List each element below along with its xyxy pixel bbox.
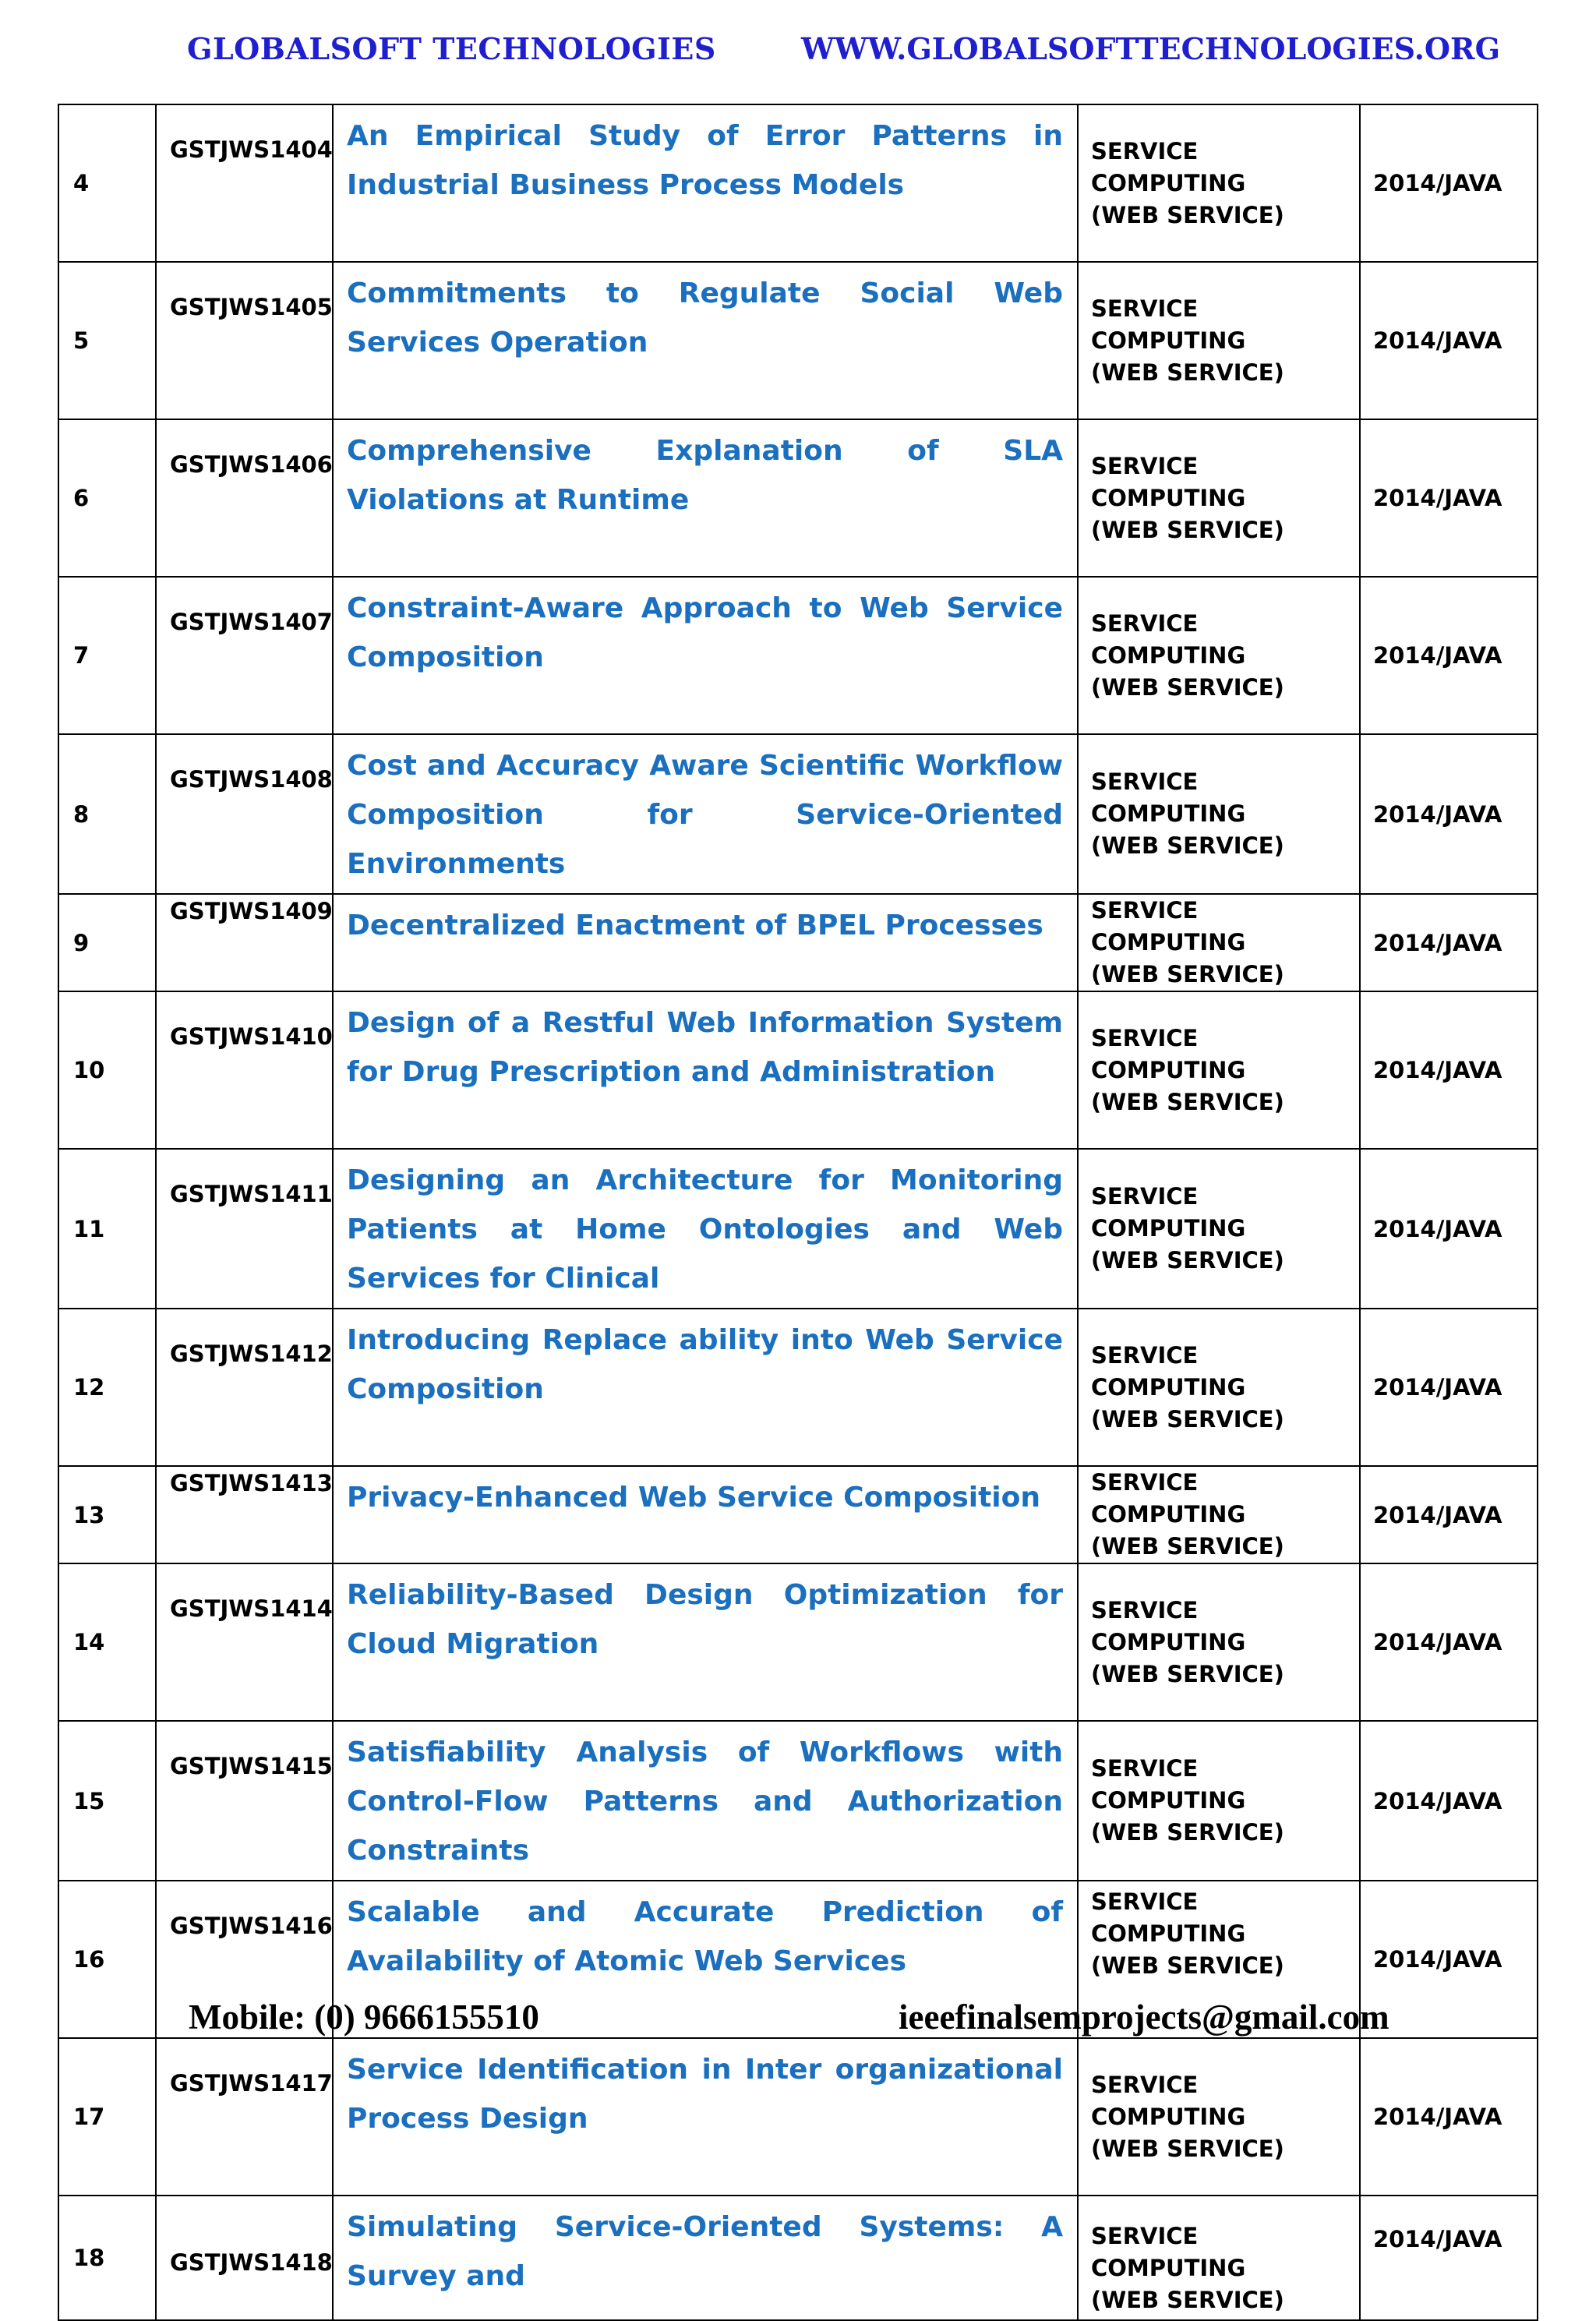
domain-subline: (WEB SERVICE) (1091, 359, 1284, 386)
project-year: 2014/JAVA (1360, 1721, 1538, 1881)
project-title-cell (333, 991, 1078, 1149)
project-domain (1078, 734, 1360, 894)
serial-number: 10 (58, 991, 156, 1149)
contact-email[interactable]: ieeefinalsemprojects@gmail.com (899, 1998, 1389, 2037)
project-title: Reliability-Based Design Optimization for Cloud Migration (347, 1579, 1063, 1660)
domain-line: SERVICE COMPUTING (1091, 1469, 1246, 1528)
project-year: 2014/JAVA (1360, 734, 1538, 894)
project-code: GSTJWS1410 (156, 991, 333, 1149)
project-title-cell (333, 1563, 1078, 1721)
project-year: 2014/JAVA (1360, 1563, 1538, 1721)
domain-subline: (WEB SERVICE) (1091, 673, 1284, 701)
domain-line: SERVICE COMPUTING (1091, 2223, 1246, 2281)
domain-subline: (WEB SERVICE) (1091, 832, 1284, 859)
domain-line: SERVICE COMPUTING (1091, 2071, 1246, 2130)
serial-number: 17 (58, 2038, 156, 2196)
project-title-cell (333, 419, 1078, 577)
domain-subline: (WEB SERVICE) (1091, 1405, 1284, 1433)
serial-number: 15 (58, 1721, 156, 1881)
serial-number: 12 (58, 1309, 156, 1466)
project-title: Introducing Replace ability into Web Service Composition (347, 1324, 1063, 1405)
project-code: GSTJWS1413 (156, 1466, 333, 1563)
project-title: Privacy-Enhanced Web Service Composition (347, 1482, 1040, 1514)
serial-number: 8 (58, 734, 156, 894)
project-code: GSTJWS1412 (156, 1309, 333, 1466)
serial-number: 16 (58, 1881, 156, 2038)
project-title: Constraint-Aware Approach to Web Service Composition (347, 592, 1063, 673)
project-code: GSTJWS1407 (156, 577, 333, 734)
domain-line: SERVICE COMPUTING (1091, 1888, 1246, 1947)
table-row (58, 1563, 1538, 1721)
project-year: 2014/JAVA (1360, 1309, 1538, 1466)
table-row (58, 1309, 1538, 1466)
project-code: GSTJWS1416 (156, 1881, 333, 2038)
project-code: GSTJWS1404 (156, 104, 333, 262)
project-title: Comprehensive Explanation of SLA Violations at Runtime (347, 435, 1063, 516)
serial-number: 13 (58, 1466, 156, 1563)
domain-line: SERVICE COMPUTING (1091, 609, 1246, 669)
project-year: 2014/JAVA (1360, 2196, 1538, 2320)
project-code: GSTJWS1405 (156, 262, 333, 419)
project-code: GSTJWS1406 (156, 419, 333, 577)
serial-number: 11 (58, 1149, 156, 1309)
table-row (58, 1466, 1538, 1563)
project-title-cell (333, 1721, 1078, 1881)
project-title: Scalable and Accurate Prediction of Availability of Atomic Web Services (347, 1896, 1063, 1977)
project-title-cell (333, 734, 1078, 894)
domain-line: SERVICE COMPUTING (1091, 1341, 1246, 1401)
project-domain (1078, 2038, 1360, 2196)
domain-line: SERVICE COMPUTING (1091, 1755, 1246, 1814)
project-domain (1078, 1563, 1360, 1721)
table-row (58, 894, 1538, 991)
project-title-cell (333, 577, 1078, 734)
domain-line: SERVICE COMPUTING (1091, 1596, 1246, 1655)
domain-subline: (WEB SERVICE) (1091, 1088, 1284, 1115)
serial-number: 14 (58, 1563, 156, 1721)
domain-subline: (WEB SERVICE) (1091, 1533, 1284, 1560)
project-domain (1078, 262, 1360, 419)
domain-line: SERVICE COMPUTING (1091, 1024, 1246, 1083)
project-year: 2014/JAVA (1360, 262, 1538, 419)
project-code: GSTJWS1408 (156, 734, 333, 894)
domain-line: SERVICE COMPUTING (1091, 1183, 1246, 1242)
project-title: Simulating Service-Oriented Systems: A Survey and (347, 2211, 1063, 2292)
table-row (58, 2196, 1538, 2320)
serial-number: 5 (58, 262, 156, 419)
project-title: Design of a Restful Web Information System for Drug Prescription and Administration (347, 1007, 1063, 1088)
page-header (0, 31, 1596, 78)
project-year: 2014/JAVA (1360, 104, 1538, 262)
projects-table (58, 104, 1538, 2321)
table-row (58, 577, 1538, 734)
project-domain (1078, 419, 1360, 577)
domain-line: SERVICE COMPUTING (1091, 897, 1246, 956)
serial-number: 18 (58, 2196, 156, 2320)
project-year: 2014/JAVA (1360, 2038, 1538, 2196)
table-row (58, 2038, 1538, 2196)
project-domain (1078, 1309, 1360, 1466)
project-year: 2014/JAVA (1360, 1149, 1538, 1309)
domain-line: SERVICE COMPUTING (1091, 295, 1246, 354)
table-row (58, 1721, 1538, 1881)
project-domain (1078, 991, 1360, 1149)
project-year: 2014/JAVA (1360, 991, 1538, 1149)
serial-number: 6 (58, 419, 156, 577)
project-domain (1078, 1721, 1360, 1881)
project-year: 2014/JAVA (1360, 577, 1538, 734)
table-row (58, 104, 1538, 262)
project-title-cell (333, 2196, 1078, 2320)
domain-subline: (WEB SERVICE) (1091, 1952, 1284, 1979)
project-code: GSTJWS1411 (156, 1149, 333, 1309)
project-title-cell (333, 894, 1078, 991)
company-name: GLOBALSOFT TECHNOLOGIES (187, 31, 716, 66)
project-domain (1078, 1466, 1360, 1563)
project-code: GSTJWS1418 (156, 2196, 333, 2320)
domain-subline: (WEB SERVICE) (1091, 516, 1284, 543)
project-domain (1078, 2196, 1360, 2320)
project-year: 2014/JAVA (1360, 894, 1538, 991)
domain-line: SERVICE COMPUTING (1091, 452, 1246, 511)
project-year: 2014/JAVA (1360, 1881, 1538, 2038)
project-title-cell (333, 1149, 1078, 1309)
project-title: Decentralized Enactment of BPEL Processes (347, 910, 1043, 941)
serial-number: 4 (58, 104, 156, 262)
domain-subline: (WEB SERVICE) (1091, 961, 1284, 987)
project-domain (1078, 894, 1360, 991)
project-title: Service Identification in Inter organizational Process Design (347, 2054, 1063, 2135)
project-code: GSTJWS1415 (156, 1721, 333, 1881)
project-title-cell (333, 1466, 1078, 1563)
mobile-number: Mobile: (0) 9666155510 (189, 1998, 539, 2037)
domain-line: SERVICE COMPUTING (1091, 137, 1246, 196)
project-title: Satisfiability Analysis of Workflows with Control-Flow Patterns and Authorization Constraints (347, 1736, 1063, 1867)
project-title-cell (333, 262, 1078, 419)
project-code: GSTJWS1417 (156, 2038, 333, 2196)
domain-subline: (WEB SERVICE) (1091, 2287, 1284, 2313)
project-title: Cost and Accuracy Aware Scientific Workflow Composition for Service-Oriented Environments (347, 750, 1063, 880)
domain-subline: (WEB SERVICE) (1091, 1660, 1284, 1687)
domain-subline: (WEB SERVICE) (1091, 2135, 1284, 2162)
project-title-cell (333, 1309, 1078, 1466)
table-row (58, 991, 1538, 1149)
table-row (58, 1149, 1538, 1309)
project-title-cell (333, 2038, 1078, 2196)
project-year: 2014/JAVA (1360, 419, 1538, 577)
project-title: Designing an Architecture for Monitoring Patients at Home Ontologies and Web Services for Clinical (347, 1164, 1063, 1295)
domain-subline: (WEB SERVICE) (1091, 1247, 1284, 1274)
project-title-cell (333, 104, 1078, 262)
serial-number: 7 (58, 577, 156, 734)
project-domain (1078, 577, 1360, 734)
table-row (58, 734, 1538, 894)
project-code: GSTJWS1409 (156, 894, 333, 991)
project-year: 2014/JAVA (1360, 1466, 1538, 1563)
company-website[interactable]: WWW.GLOBALSOFTTECHNOLOGIES.ORG (801, 31, 1501, 66)
serial-number: 9 (58, 894, 156, 991)
domain-line: SERVICE COMPUTING (1091, 768, 1246, 827)
domain-subline: (WEB SERVICE) (1091, 1819, 1284, 1846)
table-row (58, 262, 1538, 419)
domain-subline: (WEB SERVICE) (1091, 201, 1284, 228)
table-row (58, 419, 1538, 577)
project-domain (1078, 1149, 1360, 1309)
project-code: GSTJWS1414 (156, 1563, 333, 1721)
project-domain (1078, 104, 1360, 262)
project-title: Commitments to Regulate Social Web Services Operation (347, 277, 1063, 359)
project-title: An Empirical Study of Error Patterns in Industrial Business Process Models (347, 120, 1063, 201)
